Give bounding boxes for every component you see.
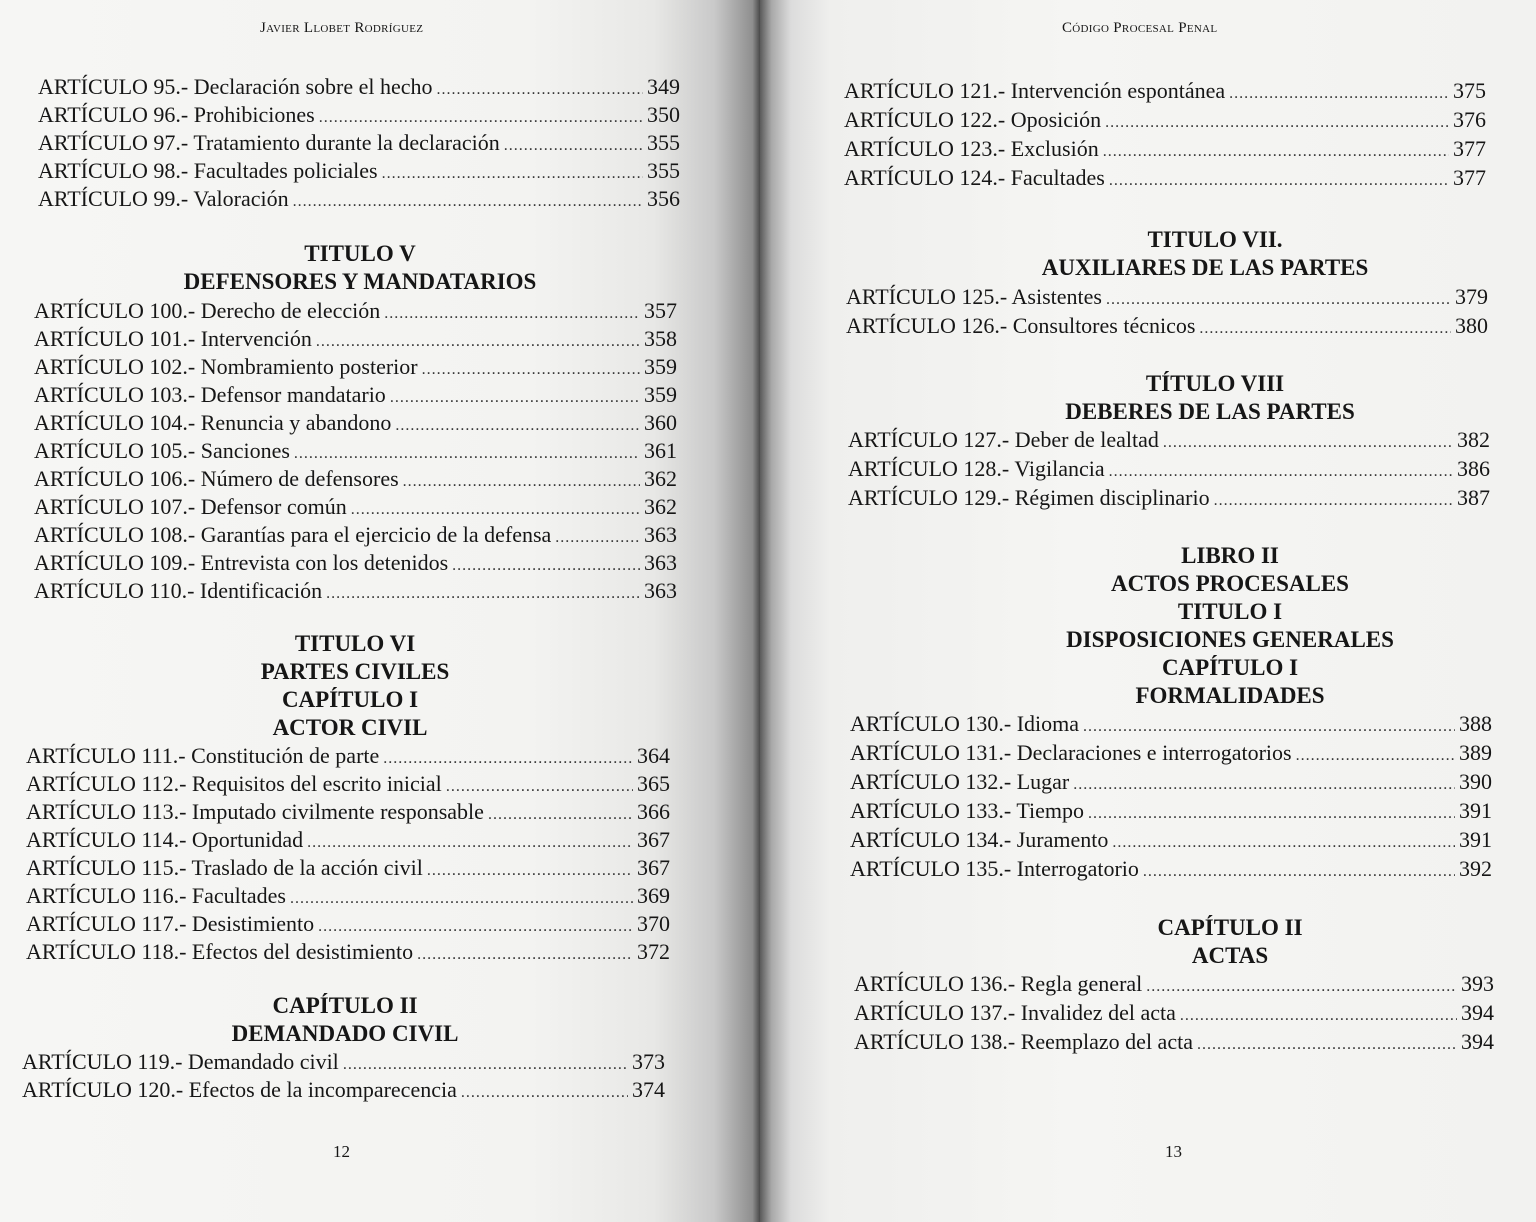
toc-entry-label: ARTÍCULO 127.- Deber de lealtad (848, 427, 1159, 452)
toc-entry (854, 999, 1494, 1027)
toc-entry-label: ARTÍCULO 114.- Oportunidad (26, 827, 304, 852)
toc-entry-label: ARTÍCULO 105.- Sanciones (34, 438, 290, 463)
section-heading: DEFENSORES Y MANDATARIOS (183, 269, 537, 294)
dot-leader (383, 745, 633, 773)
toc-entry-page: 377 (1453, 165, 1486, 190)
toc-entry (34, 465, 677, 493)
toc-entry (850, 797, 1492, 825)
toc-entry-label: ARTÍCULO 108.- Garantías para el ejercicio de la defensa (34, 522, 552, 547)
toc-entry-label: ARTÍCULO 115.- Traslado de la acción civil (26, 855, 423, 880)
toc-entry-page: 379 (1455, 284, 1488, 309)
toc-entry (26, 910, 670, 938)
section-heading: CAPÍTULO I (281, 687, 419, 712)
dot-leader (461, 1079, 628, 1107)
dot-leader (1146, 973, 1457, 1001)
dot-leader (319, 104, 643, 132)
section-heading: LIBRO II (1181, 543, 1279, 568)
toc-entry-label: ARTÍCULO 123.- Exclusión (844, 136, 1099, 161)
dot-leader (403, 468, 640, 496)
toc-entry-page: 391 (1459, 827, 1492, 852)
dot-leader (437, 76, 643, 104)
dot-leader (446, 773, 633, 801)
toc-entry-page: 363 (644, 578, 677, 603)
left-page (0, 0, 760, 1222)
toc-entry-label: ARTÍCULO 113.- Imputado civilmente responsable (26, 799, 484, 824)
toc-entry (848, 455, 1490, 483)
toc-entry (844, 135, 1486, 163)
toc-entry-page: 367 (637, 827, 670, 852)
toc-entry (846, 312, 1488, 340)
toc-entry-label: ARTÍCULO 122.- Oposición (844, 107, 1102, 132)
toc-entry (34, 381, 677, 409)
toc-entry (34, 297, 677, 325)
toc-entry-page: 361 (644, 438, 677, 463)
toc-entry (26, 938, 670, 966)
toc-entry-label: ARTÍCULO 110.- Identificación (34, 578, 323, 603)
toc-entry (22, 1076, 665, 1104)
toc-entry-label: ARTÍCULO 107.- Defensor común (34, 494, 347, 519)
toc-entry-page: 386 (1457, 456, 1490, 481)
dot-leader (290, 885, 633, 913)
dot-leader (417, 941, 633, 969)
toc-entry-label: ARTÍCULO 119.- Demandado civil (22, 1049, 339, 1074)
toc-entry (850, 826, 1492, 854)
dot-leader (1229, 80, 1449, 108)
toc-entry-label: ARTÍCULO 132.- Lugar (850, 769, 1070, 794)
dot-leader (422, 356, 640, 384)
toc-entry-label: ARTÍCULO 131.- Declaraciones e interrogatorios (850, 740, 1292, 765)
dot-leader (294, 440, 640, 468)
dot-leader (390, 384, 640, 412)
dot-leader (318, 913, 633, 941)
toc-entry-page: 365 (637, 771, 670, 796)
section-heading: ACTOS PROCESALES (1111, 571, 1349, 596)
right-page (760, 0, 1536, 1222)
toc-entry-label: ARTÍCULO 118.- Efectos del desistimiento (26, 939, 414, 964)
section-heading: PARTES CIVILES (260, 659, 450, 684)
toc-entry (848, 484, 1490, 512)
toc-entry-page: 392 (1459, 856, 1492, 881)
dot-leader (427, 857, 633, 885)
toc-entry (34, 353, 677, 381)
section-heading: CAPÍTULO I (1161, 655, 1299, 680)
toc-entry-page: 391 (1459, 798, 1492, 823)
running-head: Código Procesal Penal (1062, 20, 1218, 36)
toc-entry-page: 393 (1461, 971, 1494, 996)
toc-entry-label: ARTÍCULO 135.- Interrogatorio (850, 856, 1139, 881)
toc-entry-label: ARTÍCULO 103.- Defensor mandatario (34, 382, 386, 407)
toc-entry (38, 129, 680, 157)
dot-leader (316, 328, 640, 356)
toc-entry-page: 380 (1455, 313, 1488, 338)
toc-entry (34, 577, 677, 605)
toc-entry-page: 394 (1461, 1029, 1494, 1054)
toc-entry (34, 493, 677, 521)
dot-leader (1105, 109, 1449, 137)
dot-leader (1106, 286, 1451, 314)
dot-leader (293, 188, 643, 216)
section-heading: AUXILIARES DE LAS PARTES (1041, 255, 1369, 280)
dot-leader (1143, 858, 1455, 886)
section-heading: CAPÍTULO II (1157, 915, 1303, 940)
toc-entry-page: 369 (637, 883, 670, 908)
toc-entry-label: ARTÍCULO 109.- Entrevista con los detenidos (34, 550, 449, 575)
section-heading: DEBERES DE LAS PARTES (1065, 399, 1355, 424)
toc-entry-label: ARTÍCULO 102.- Nombramiento posterior (34, 354, 418, 379)
toc-entry-page: 377 (1453, 136, 1486, 161)
toc-entry-page: 364 (637, 743, 670, 768)
toc-entry (26, 826, 670, 854)
toc-entry-label: ARTÍCULO 128.- Vigilancia (848, 456, 1105, 481)
toc-entry-page: 350 (647, 102, 680, 127)
toc-entry-label: ARTÍCULO 121.- Intervención espontánea (844, 78, 1226, 103)
dot-leader (343, 1051, 628, 1079)
section-heading: TITULO V (304, 241, 416, 266)
toc-entry-page: 376 (1453, 107, 1486, 132)
dot-leader (382, 160, 643, 188)
toc-entry-label: ARTÍCULO 126.- Consultores técnicos (846, 313, 1196, 338)
section-heading: TITULO VII. (1147, 227, 1283, 252)
toc-entry-page: 370 (637, 911, 670, 936)
dot-leader (488, 801, 633, 829)
toc-entry (38, 101, 680, 129)
toc-entry-page: 357 (644, 298, 677, 323)
dot-leader (395, 412, 640, 440)
dot-leader (1197, 1031, 1457, 1059)
toc-entry-page: 349 (647, 74, 680, 99)
dot-leader (1199, 315, 1451, 343)
dot-leader (1088, 800, 1455, 828)
toc-entry-label: ARTÍCULO 106.- Número de defensores (34, 466, 399, 491)
section-heading: DEMANDADO CIVIL (231, 1021, 459, 1046)
toc-entry-page: 389 (1459, 740, 1492, 765)
dot-leader (1073, 771, 1455, 799)
toc-entry-page: 367 (637, 855, 670, 880)
dot-leader (1163, 429, 1453, 457)
dot-leader (1109, 458, 1453, 486)
toc-entry-page: 373 (632, 1049, 665, 1074)
toc-entry-page: 359 (644, 354, 677, 379)
dot-leader (351, 496, 640, 524)
toc-entry-page: 387 (1457, 485, 1490, 510)
toc-entry (38, 185, 680, 213)
toc-entry-page: 372 (637, 939, 670, 964)
toc-entry-page: 362 (644, 466, 677, 491)
toc-entry-label: ARTÍCULO 99.- Valoración (38, 186, 289, 211)
dot-leader (1109, 167, 1449, 195)
toc-entry (34, 549, 677, 577)
page-number: 13 (1165, 1142, 1182, 1161)
toc-entry (26, 798, 670, 826)
toc-entry-label: ARTÍCULO 101.- Intervención (34, 326, 312, 351)
toc-entry-label: ARTÍCULO 137.- Invalidez del acta (854, 1000, 1176, 1025)
toc-entry (34, 409, 677, 437)
toc-entry-page: 394 (1461, 1000, 1494, 1025)
toc-entry-label: ARTÍCULO 129.- Régimen disciplinario (848, 485, 1210, 510)
toc-entry (848, 426, 1490, 454)
section-heading: TÍTULO VIII (1145, 371, 1285, 396)
toc-entry-label: ARTÍCULO 133.- Tiempo (850, 798, 1084, 823)
dot-leader (1112, 829, 1455, 857)
toc-entry (850, 739, 1492, 767)
page-number: 12 (333, 1142, 350, 1161)
toc-entry (854, 970, 1494, 998)
toc-entry-page: 390 (1459, 769, 1492, 794)
toc-entry-label: ARTÍCULO 138.- Reemplazo del acta (854, 1029, 1193, 1054)
toc-entry-page: 358 (644, 326, 677, 351)
section-heading: FORMALIDADES (1135, 683, 1325, 708)
toc-entry (38, 157, 680, 185)
toc-entry (26, 770, 670, 798)
dot-leader (504, 132, 643, 160)
toc-entry (26, 742, 670, 770)
toc-entry-label: ARTÍCULO 120.- Efectos de la incomparecencia (22, 1077, 457, 1102)
toc-entry-label: ARTÍCULO 130.- Idioma (850, 711, 1080, 736)
toc-entry (38, 73, 680, 101)
section-heading: ACTAS (1191, 943, 1269, 968)
section-heading: ACTOR CIVIL (272, 715, 428, 740)
toc-entry-label: ARTÍCULO 104.- Renuncia y abandono (34, 410, 392, 435)
dot-leader (555, 524, 640, 552)
running-head: Javier Llobet Rodríguez (260, 20, 424, 36)
toc-entry-page: 362 (644, 494, 677, 519)
dot-leader (307, 829, 633, 857)
dot-leader (452, 552, 640, 580)
toc-entry-label: ARTÍCULO 96.- Prohibiciones (38, 102, 315, 127)
section-heading: DISPOSICIONES GENERALES (1066, 627, 1394, 652)
dot-leader (1083, 713, 1455, 741)
toc-entry-page: 360 (644, 410, 677, 435)
toc-entry (26, 882, 670, 910)
toc-entry (34, 437, 677, 465)
toc-entry (846, 283, 1488, 311)
toc-entry (854, 1028, 1494, 1056)
toc-entry-label: ARTÍCULO 95.- Declaración sobre el hecho (38, 74, 433, 99)
toc-entry-page: 366 (637, 799, 670, 824)
toc-entry (850, 768, 1492, 796)
dot-leader (1214, 487, 1453, 515)
toc-entry (22, 1048, 665, 1076)
toc-entry-page: 374 (632, 1077, 665, 1102)
toc-entry-label: ARTÍCULO 136.- Regla general (854, 971, 1143, 996)
toc-entry-label: ARTÍCULO 98.- Facultades policiales (38, 158, 378, 183)
toc-entry-label: ARTÍCULO 100.- Derecho de elección (34, 298, 381, 323)
toc-entry-label: ARTÍCULO 117.- Desistimiento (26, 911, 315, 936)
toc-entry (844, 164, 1486, 192)
dot-leader (1103, 138, 1449, 166)
toc-entry (844, 77, 1486, 105)
toc-entry-page: 382 (1457, 427, 1490, 452)
toc-entry-label: ARTÍCULO 111.- Constitución de parte (26, 743, 380, 768)
toc-entry-label: ARTÍCULO 125.- Asistentes (846, 284, 1102, 309)
toc-entry-page: 363 (644, 550, 677, 575)
dot-leader (326, 580, 640, 608)
toc-entry-label: ARTÍCULO 116.- Facultades (26, 883, 286, 908)
dot-leader (1180, 1002, 1457, 1030)
section-heading: CAPÍTULO II (272, 993, 418, 1018)
dot-leader (384, 300, 640, 328)
section-heading: TITULO I (1177, 599, 1283, 624)
dot-leader (1296, 742, 1455, 770)
toc-entry (850, 855, 1492, 883)
toc-entry (26, 854, 670, 882)
toc-entry (850, 710, 1492, 738)
toc-entry-page: 363 (644, 522, 677, 547)
toc-entry (844, 106, 1486, 134)
toc-entry (34, 521, 677, 549)
toc-entry-page: 355 (647, 130, 680, 155)
toc-entry-label: ARTÍCULO 134.- Juramento (850, 827, 1109, 852)
section-heading: TITULO VI (294, 631, 416, 656)
toc-entry-page: 355 (647, 158, 680, 183)
toc-entry-page: 359 (644, 382, 677, 407)
toc-entry-label: ARTÍCULO 97.- Tratamiento durante la declaración (38, 130, 500, 155)
toc-entry-page: 388 (1459, 711, 1492, 736)
toc-entry-page: 356 (647, 186, 680, 211)
toc-entry (34, 325, 677, 353)
toc-entry-label: ARTÍCULO 112.- Requisitos del escrito inicial (26, 771, 442, 796)
toc-entry-label: ARTÍCULO 124.- Facultades (844, 165, 1105, 190)
toc-entry-page: 375 (1453, 78, 1486, 103)
